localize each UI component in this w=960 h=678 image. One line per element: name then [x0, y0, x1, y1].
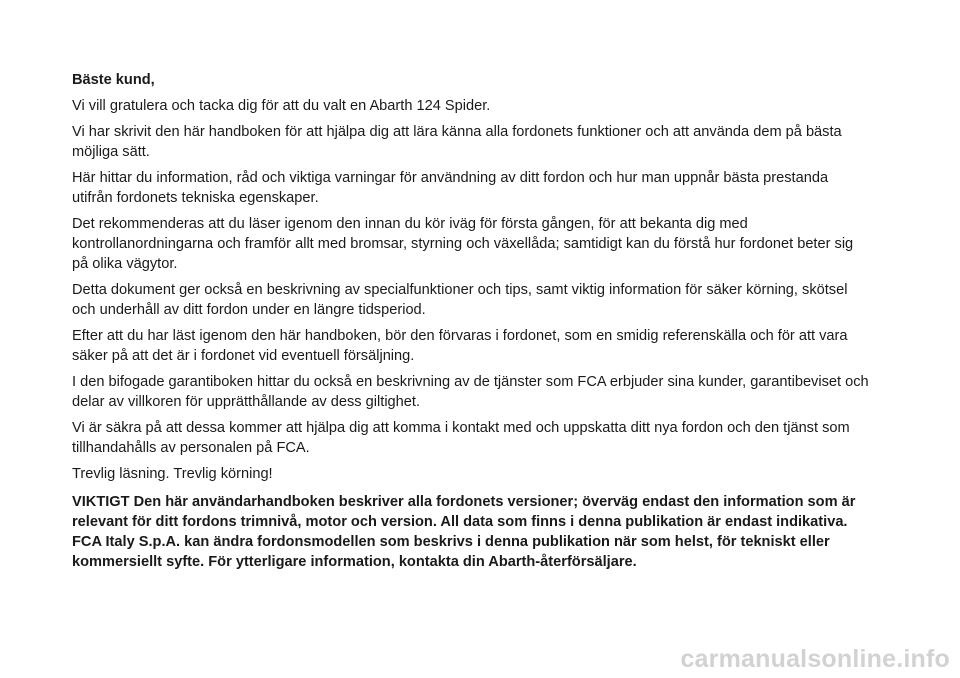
site-watermark: carmanualsonline.info — [680, 645, 950, 673]
important-notice: VIKTIGT Den här användarhandboken beskriver alla fordonets versioner; överväg endast den information som är relevant för ditt fordons trimnivå, motor och version. All data som finns i denna publikation är endast indikativa. FCA Italy S.p.A. kan ändra fordonsmodellen som beskrivs i denna publikation när som helst, för tekniskt eller kommersiellt syfte. För ytterligare information, kontakta din Abarth-återförsäljare. — [72, 494, 856, 570]
paragraph-warranty: I den bifogade garantiboken hittar du också en beskrivning av de tjänster som FCA erbjuder sina kunder, garantibeviset och delar av villkoren för upprätthållande av dess giltighet. — [72, 374, 869, 410]
paragraph-assurance: Vi är säkra på att dessa kommer att hjälpa dig att komma i kontakt med och uppskatta ditt nya fordon och den tjänst som tillhandahålls av personalen på FCA. — [72, 420, 850, 456]
paragraph-closing: Trevlig läsning. Trevlig körning! — [72, 466, 273, 482]
greeting-heading: Bäste kund, — [72, 72, 155, 88]
paragraph-recommendation: Det rekommenderas att du läser igenom den innan du kör iväg för första gången, för att bekanta dig med kontrollanordningarna och framför allt med bromsar, styrning och växellåda; samtidigt kan du förstå hur fordonet beter sig på olika vägytor. — [72, 216, 854, 272]
manual-page — [72, 70, 872, 578]
paragraph-storage: Efter att du har läst igenom den här handboken, bör den förvaras i fordonet, som en smidig referenskälla och för att vara säker på att det är i fordonet vid eventuell försäljning. — [72, 328, 848, 364]
paragraph-special-functions: Detta dokument ger också en beskrivning av specialfunktioner och tips, samt viktig information för säker körning, skötsel och underhåll av ditt fordon under en längre tidsperiod. — [72, 282, 848, 318]
paragraph-congratulations: Vi vill gratulera och tacka dig för att du valt en Abarth 124 Spider. — [72, 98, 491, 114]
paragraph-purpose: Vi har skrivit den här handboken för att hjälpa dig att lära känna alla fordonets funktioner och att använda dem på bästa möjliga sätt. — [72, 124, 842, 160]
paragraph-information: Här hittar du information, råd och viktiga varningar för användning av ditt fordon och hur man uppnår bästa prestanda utifrån fordonets tekniska egenskaper. — [72, 170, 829, 206]
